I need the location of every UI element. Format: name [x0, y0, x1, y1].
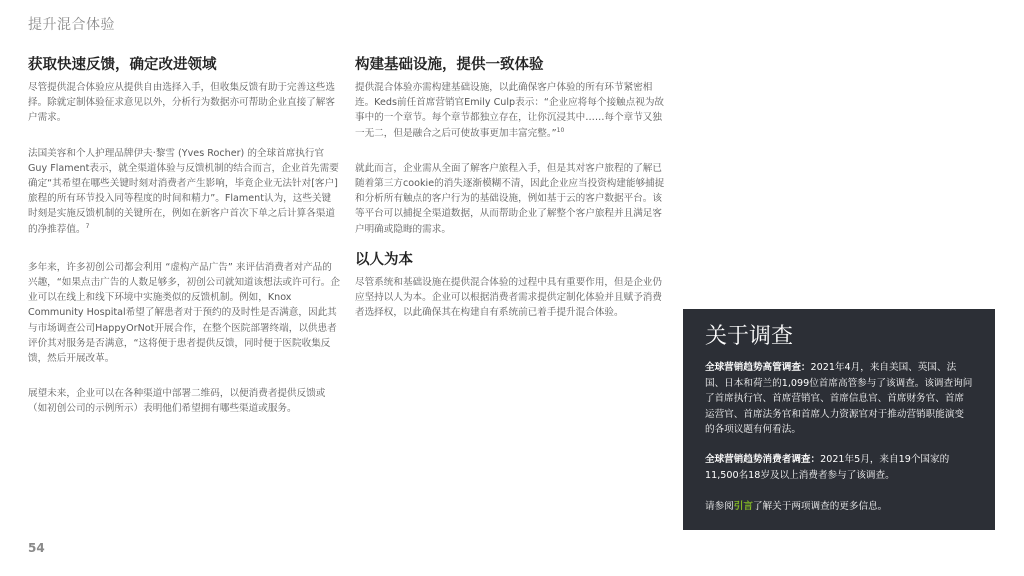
survey-note	[705, 499, 973, 515]
footnote-7[interactable]: 7	[85, 222, 90, 230]
mid-paragraph-1	[355, 80, 667, 141]
heading-feedback: 获取快速反馈，确定改进领域	[28, 57, 217, 73]
left-paragraph-3: 多年来，许多初创公司都会利用 “虚构产品广告” 来评估消费者对产品的兴趣，“如果点击广告的人数足够多，初创公司就知道该想法或许可行。企业可以在线上和线下环境中实施类似的反馈机制。例如，Knox Community Hospital希望了解患者对于预约的及时性是否满意，因此其与市场调查公司HappyOrNot开展合作，在整个医院部署终端，以供患者评价其对服务是否满意，“这将便于患者提供反馈，同时便于医院收集反馈，然后开展改革。	[28, 261, 340, 365]
survey-executive-text: 2021年4月，来自美国、英国、法国、日本和荷兰的1,099位首席高管参与了该调查。该调查询问了首席执行官、首席营销官、首席信息官、首席财务官、首席运营官、首席法务官和首席人力资源官对于推动营销职能演变的各项议题有何看法。	[705, 362, 973, 436]
left-column	[28, 56, 340, 417]
section-title: 提升混合体验	[28, 17, 115, 33]
about-survey-title: 关于调查	[705, 324, 794, 349]
survey-executive-label: 全球营销趋势高管调查：	[705, 362, 811, 373]
mid-paragraph-2: 就此而言，企业需从全面了解客户旅程入手，但是其对客户旅程的了解已随着第三方cookie的消失逐渐模糊不清，因此企业应当投资构建能够捕捉和分析所有触点的客户行为的基础设施，例如基于云的客户数据平台。该等平台可以捕捉全渠道数据，从而帮助企业了解整个客户旅程并且满足客户明确或隐晦的需求。	[355, 162, 665, 235]
left-paragraph-1: 尽管提供混合体验应从提供自由选择入手，但收集反馈有助于完善这些选择。除就定制体验征求意见以外，分析行为数据亦可帮助企业直接了解客户需求。	[28, 82, 335, 124]
introduction-link[interactable]: 引言	[733, 501, 753, 513]
middle-column	[355, 56, 667, 320]
survey-consumer	[705, 452, 973, 483]
page-number: 54	[28, 541, 45, 555]
survey-note-prefix: 请参阅	[705, 501, 734, 513]
mid-paragraph-3: 尽管系统和基础设施在提供混合体验的过程中具有重要作用，但是企业仍应坚持以人为本。企业可以根据消费者需求提供定制化体验并且赋予消费者选择权，以此确保其在构建自有系统前已着手提升混合体验。	[355, 276, 662, 319]
left-paragraph-2	[28, 146, 340, 237]
heading-infrastructure: 构建基础设施，提供一致体验	[355, 57, 544, 73]
left-paragraph-2-text: 法国美容和个人护理品牌伊夫·黎雪 (Yves Rocher) 的全球首席执行官Guy Flament表示，就全渠道体验与反馈机制的结合而言，企业首先需要确定“其希望在哪些关键时刻对消费者产生影响，毕竟企业无法针对[客户]旅程的所有环节投入同等程度的时间和精力”。Flament认为，这些关键时刻是实施反馈机制的关键所在，例如在新客户首次下单之后计算各渠道的净推荐值。	[28, 147, 339, 235]
left-paragraph-4: 展望未来，企业可以在各种渠道中部署二维码，以便消费者提供反馈或（如初创公司的示例所示）表明他们希望拥有哪些渠道或服务。	[28, 388, 326, 415]
survey-executive	[705, 360, 973, 438]
survey-consumer-label: 全球营销趋势消费者调查：	[705, 453, 821, 465]
survey-consumer-text: 2021年5月，来自19个国家的11,500名18岁及以上消费者参与了该调查。	[705, 453, 950, 481]
footnote-10[interactable]: 10	[556, 126, 565, 134]
about-survey-box	[683, 309, 995, 530]
survey-note-suffix: 了解关于两项调查的更多信息。	[752, 501, 888, 513]
mid-paragraph-1-text: 提供混合体验亦需构建基础设施，以此确保客户体验的所有环节紧密相连。Keds前任首席营销官Emily Culp表示：“企业应将每个接触点视为故事中的一个章节。每个章节都独立存在，让你沉浸其中……每个章节又独一无二，但是融合之后可使故事更加丰富完整。”	[355, 82, 665, 139]
heading-people-first: 以人为本	[355, 251, 413, 268]
